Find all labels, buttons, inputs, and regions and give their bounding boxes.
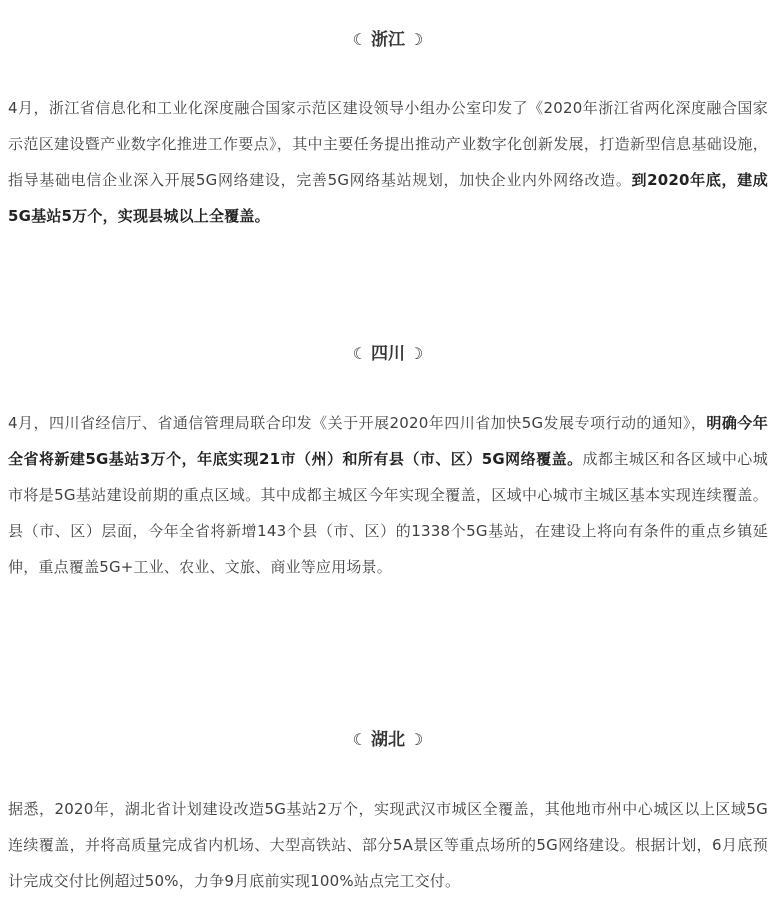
section-title: 湖北 (371, 730, 405, 750)
crescent-moon-left-icon: ☾ (352, 730, 367, 749)
section-title: 浙江 (371, 30, 405, 50)
section-paragraph-sichuan (8, 405, 768, 585)
section-paragraph-hubei (8, 791, 768, 899)
crescent-moon-left-icon: ☾ (352, 344, 367, 363)
crescent-moon-left-icon: ☾ (352, 30, 367, 49)
paragraph-text: 4月，四川省经信厅、省通信管理局联合印发《关于开展2020年四川省加快5G发展专项行动的通知》， (8, 414, 707, 432)
section-heading-hubei (0, 728, 776, 752)
section-heading-sichuan (0, 342, 776, 366)
crescent-moon-right-icon: ☽ (409, 730, 424, 749)
crescent-moon-right-icon: ☽ (409, 30, 424, 49)
section-title: 四川 (371, 344, 405, 364)
paragraph-bold-text: 明确今年全省将新建5G基站3万个，年底实现21市（州）和所有县（市、区）5G网络覆盖。 (8, 414, 768, 468)
paragraph-text: 4月，浙江省信息化和工业化深度融合国家示范区建设领导小组办公室印发了《2020年浙江省两化深度融合国家示范区建设暨产业数字化推进工作要点》，其中主要任务提出推动产业数字化创新发展，打造新型信息基础设施，指导基础电信企业深入开展5G网络建设，完善5G网络基站规划，加快企业内外网络改造。 (8, 99, 768, 189)
section-heading-zhejiang (0, 28, 776, 52)
paragraph-text: 据悉，2020年，湖北省计划建设改造5G基站2万个，实现武汉市城区全覆盖，其他地市州中心城区以上区域5G连续覆盖，并将高质量完成省内机场、大型高铁站、部分5A景区等重点场所的5G网络建设。根据计划，6月底预计完成交付比例超过50%，力争9月底前实现100%站点完工交付。 (8, 800, 768, 890)
crescent-moon-right-icon: ☽ (409, 344, 424, 363)
section-paragraph-zhejiang (8, 90, 768, 234)
paragraph-text-after: 成都主城区和各区域中心城市将是5G基站建设前期的重点区域。其中成都主城区今年实现全覆盖，区域中心城市主城区基本实现连续覆盖。县（市、区）层面，今年全省将新增143个县（市、区）的1338个5G基站，在建设上将向有条件的重点乡镇延伸，重点覆盖5G+工业、农业、文旅、商业等应用场景。 (8, 450, 768, 576)
paragraph-bold-text: 到2020年底，建成5G基站5万个，实现县城以上全覆盖。 (8, 171, 768, 225)
